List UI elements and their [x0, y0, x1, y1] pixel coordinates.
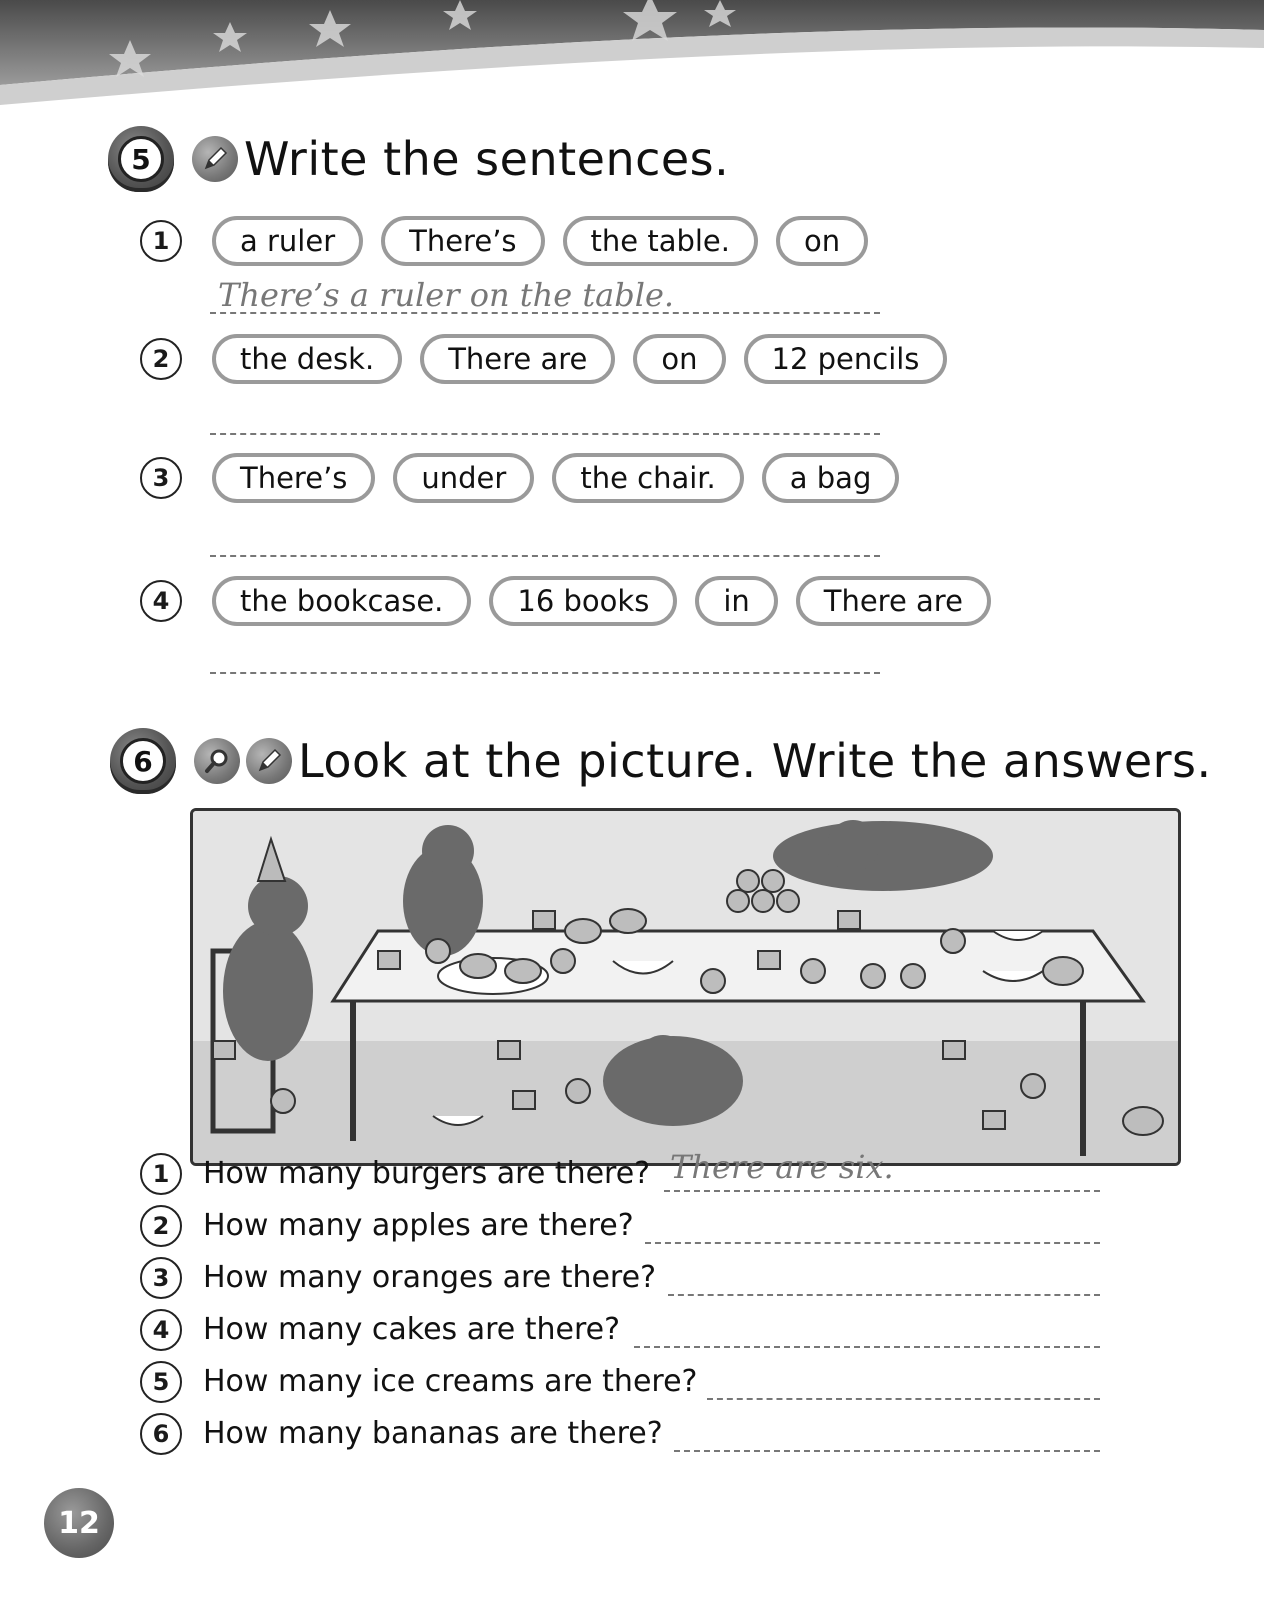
exercise-title: Write the sentences.: [244, 132, 730, 186]
exercise-6-header: [110, 728, 1212, 794]
page-number: 12: [44, 1488, 114, 1558]
word-chip: 12 pencils: [744, 334, 948, 384]
word-chips-row: [212, 576, 991, 626]
exercise-number-badge: [108, 126, 174, 192]
question-text: How many ice creams are there?: [203, 1364, 698, 1399]
answer-line[interactable]: [210, 312, 880, 314]
question-number: 3: [140, 1257, 182, 1299]
word-chip: on: [776, 216, 868, 266]
word-chip: in: [695, 576, 777, 626]
word-chip: a ruler: [212, 216, 363, 266]
question-text: How many bananas are there?: [203, 1416, 663, 1451]
exercise-number: 6: [120, 738, 166, 784]
question-text: How many oranges are there?: [203, 1260, 656, 1295]
word-chip: There’s: [381, 216, 544, 266]
question-number: 2: [140, 1205, 182, 1247]
question-text: How many burgers are there?: [203, 1156, 651, 1191]
question-text: How many cakes are there?: [203, 1312, 621, 1347]
exercise-5-header: [108, 126, 729, 192]
party-illustration: [190, 808, 1181, 1166]
question-number: 4: [140, 1309, 182, 1351]
word-chips-row: [212, 334, 947, 384]
word-chips-row: [212, 216, 868, 266]
handwritten-answer: There’s a ruler on the table.: [218, 276, 675, 314]
pencil-icon: [246, 738, 292, 784]
question-number: 6: [140, 1413, 182, 1455]
answer-line[interactable]: [210, 433, 880, 435]
word-chip: There are: [420, 334, 615, 384]
header-banner: [0, 0, 1264, 110]
magnifier-icon: [194, 738, 240, 784]
item-number: 4: [140, 580, 182, 622]
word-chip: the bookcase.: [212, 576, 471, 626]
exercise-number-badge: [110, 728, 176, 794]
pencil-icon: [192, 136, 238, 182]
monkey-party-scene: [193, 811, 1178, 1163]
item-number: 2: [140, 338, 182, 380]
word-chip: the chair.: [552, 453, 743, 503]
exercise-title: Look at the picture. Write the answers.: [298, 734, 1212, 788]
item-number: 1: [140, 220, 182, 262]
word-chip: under: [393, 453, 534, 503]
answer-line[interactable]: [674, 1450, 1100, 1452]
answer-line[interactable]: [645, 1242, 1100, 1244]
answer-line[interactable]: [210, 555, 880, 557]
answer-line[interactable]: [664, 1190, 1100, 1192]
word-chip: 16 books: [489, 576, 677, 626]
handwritten-answer: There are six.: [670, 1148, 894, 1186]
question-number: 1: [140, 1153, 182, 1195]
word-chip: the table.: [563, 216, 758, 266]
word-chip: on: [633, 334, 725, 384]
question-text: How many apples are there?: [203, 1208, 634, 1243]
word-chips-row: [212, 453, 899, 503]
word-chip: There’s: [212, 453, 375, 503]
answer-line[interactable]: [707, 1398, 1100, 1400]
question-number: 5: [140, 1361, 182, 1403]
exercise-number: 5: [118, 136, 164, 182]
word-chip: the desk.: [212, 334, 402, 384]
word-chip: There are: [796, 576, 991, 626]
answer-line[interactable]: [634, 1346, 1100, 1348]
answer-line[interactable]: [668, 1294, 1100, 1296]
word-chip: a bag: [762, 453, 900, 503]
item-number: 3: [140, 457, 182, 499]
answer-line[interactable]: [210, 672, 880, 674]
